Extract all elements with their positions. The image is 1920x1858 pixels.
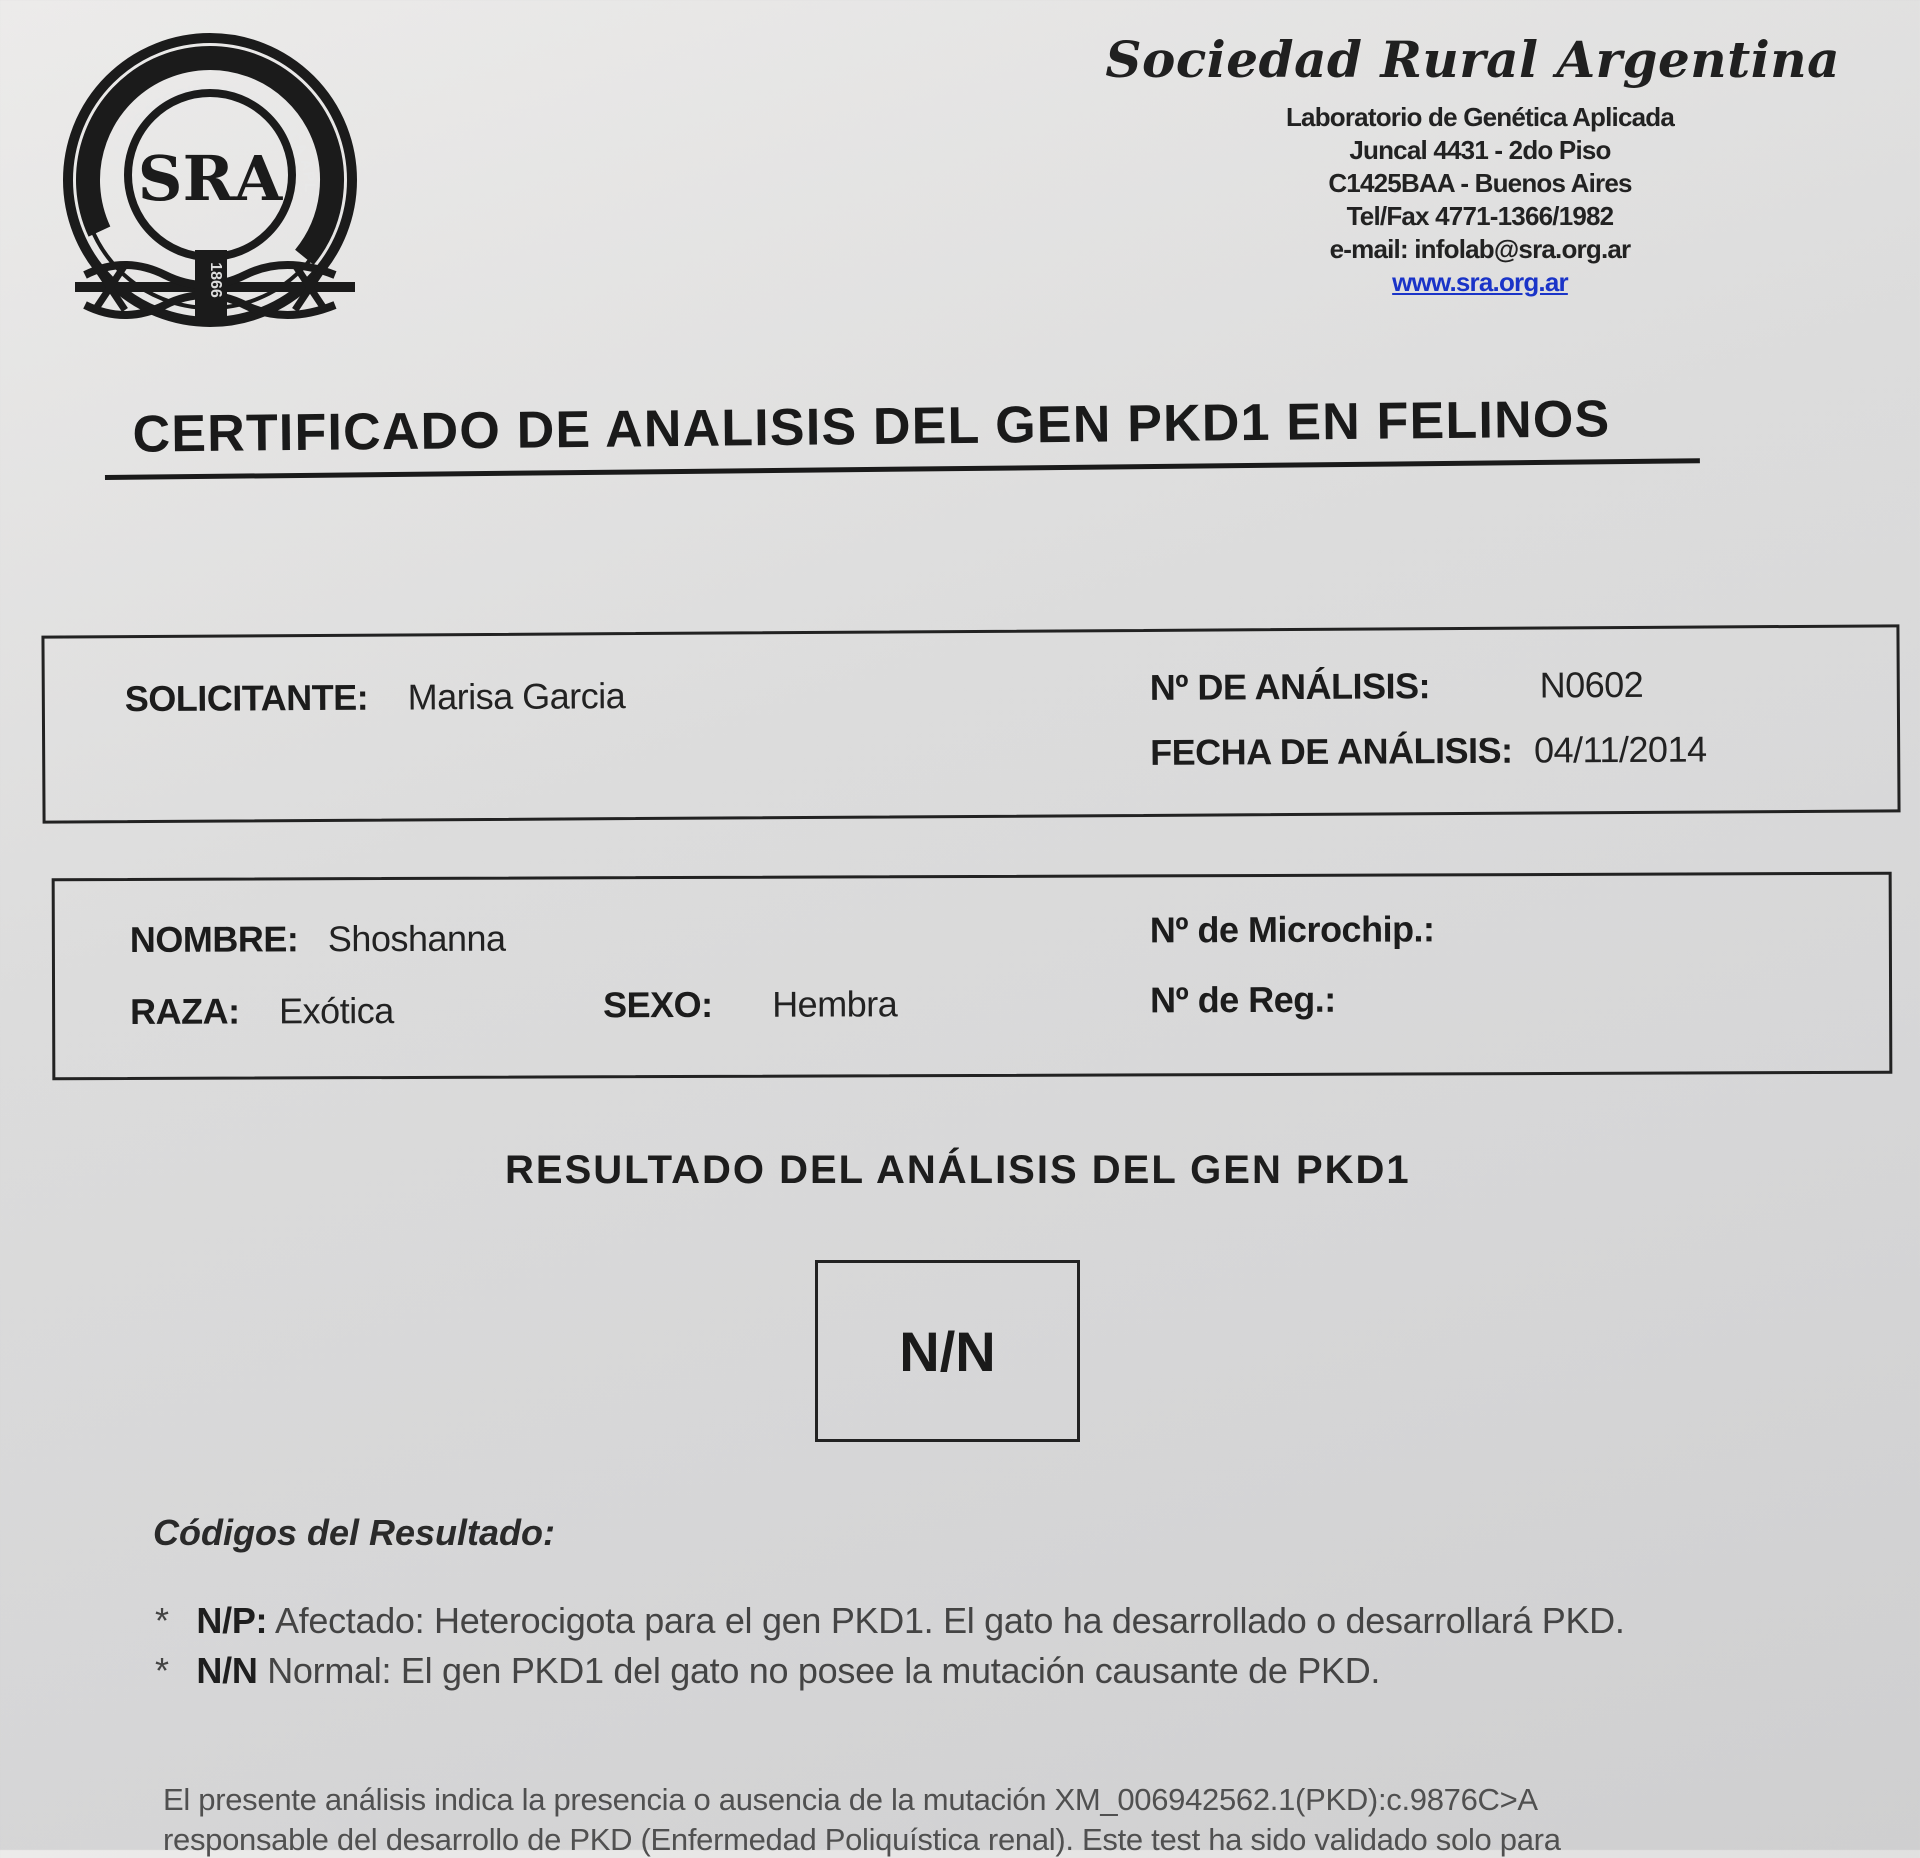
footer-text-line: responsable del desarrollo de PKD (Enfermedad Poliquística renal). Este test ha sido validado solo para	[163, 1822, 1561, 1858]
analysis-number-label: Nº DE ANÁLISIS:	[1150, 665, 1431, 708]
code-item	[155, 1600, 1625, 1642]
code-item	[155, 1650, 1380, 1692]
code-bullet: *	[155, 1600, 169, 1641]
microchip-label: Nº de Microchip.:	[1150, 908, 1435, 950]
code-label: N/P:	[196, 1600, 267, 1641]
nombre-label: NOMBRE:	[130, 918, 299, 960]
animal-info-box	[52, 872, 1893, 1080]
result-heading: RESULTADO DEL ANÁLISIS DEL GEN PKD1	[505, 1148, 1411, 1193]
code-description: Normal: El gen PKD1 del gato no posee la mutación causante de PKD.	[267, 1650, 1380, 1691]
code-label: N/N	[196, 1650, 257, 1691]
raza-value: Exótica	[279, 990, 394, 1031]
analysis-date-label: FECHA DE ANÁLISIS:	[1150, 730, 1513, 773]
result-value-box	[815, 1260, 1080, 1442]
certificate-title: CERTIFICADO DE ANALISIS DEL GEN PKD1 EN FELINOS	[104, 388, 1700, 480]
footer-text-line: El presente análisis indica la presencia o ausencia de la mutación XM_006942562.1(PKD):c.9876C>A	[163, 1782, 1538, 1818]
registro-field	[1150, 979, 1336, 1022]
svg-text:LABORATORIO DE GENÉTICA APLICA: LABORATORIO DE GENÉTICA APL	[55, 25, 318, 193]
codes-heading: Códigos del Resultado:	[153, 1512, 555, 1554]
postal-line: C1425BAA - Buenos Aires	[1120, 167, 1840, 200]
email-line: e-mail: infolab@sra.org.ar	[1120, 233, 1840, 266]
sexo-field	[603, 983, 897, 1026]
solicitante-value: Marisa Garcia	[408, 675, 626, 717]
website-link[interactable]: www.sra.org.ar	[1120, 266, 1840, 299]
solicitante-field	[125, 675, 626, 720]
raza-field	[130, 990, 394, 1033]
letterhead	[1080, 30, 1840, 299]
address-line: Juncal 4431 - 2do Piso	[1120, 134, 1840, 167]
analysis-date-value: 04/11/2014	[1534, 729, 1707, 771]
svg-text:1866: 1866	[207, 262, 224, 298]
result-value: N/N	[899, 1319, 995, 1384]
sexo-value: Hembra	[772, 983, 897, 1024]
code-description: Afectado: Heterocigota para el gen PKD1. El gato ha desarrollado o desarrollará PKD.	[275, 1600, 1625, 1641]
phone-line: Tel/Fax 4771-1366/1982	[1120, 200, 1840, 233]
nombre-value: Shoshanna	[328, 918, 506, 960]
nombre-field	[130, 918, 506, 961]
sra-seal-logo	[55, 25, 365, 335]
analysis-date-field	[1150, 729, 1707, 774]
request-info-box	[41, 624, 1900, 823]
code-bullet: *	[155, 1650, 169, 1691]
registro-label: Nº de Reg.:	[1150, 979, 1336, 1021]
org-name: Sociedad Rural Argentina	[1080, 30, 1840, 89]
lab-name: Laboratorio de Genética Aplicada	[1120, 101, 1840, 134]
sexo-label: SEXO:	[603, 984, 713, 1025]
solicitante-label: SOLICITANTE:	[125, 677, 369, 719]
microchip-field	[1150, 908, 1435, 951]
analysis-number-field	[1150, 664, 1644, 709]
svg-text:SRA: SRA	[138, 142, 283, 215]
analysis-number-value: N0602	[1539, 664, 1643, 706]
raza-label: RAZA:	[130, 991, 240, 1032]
